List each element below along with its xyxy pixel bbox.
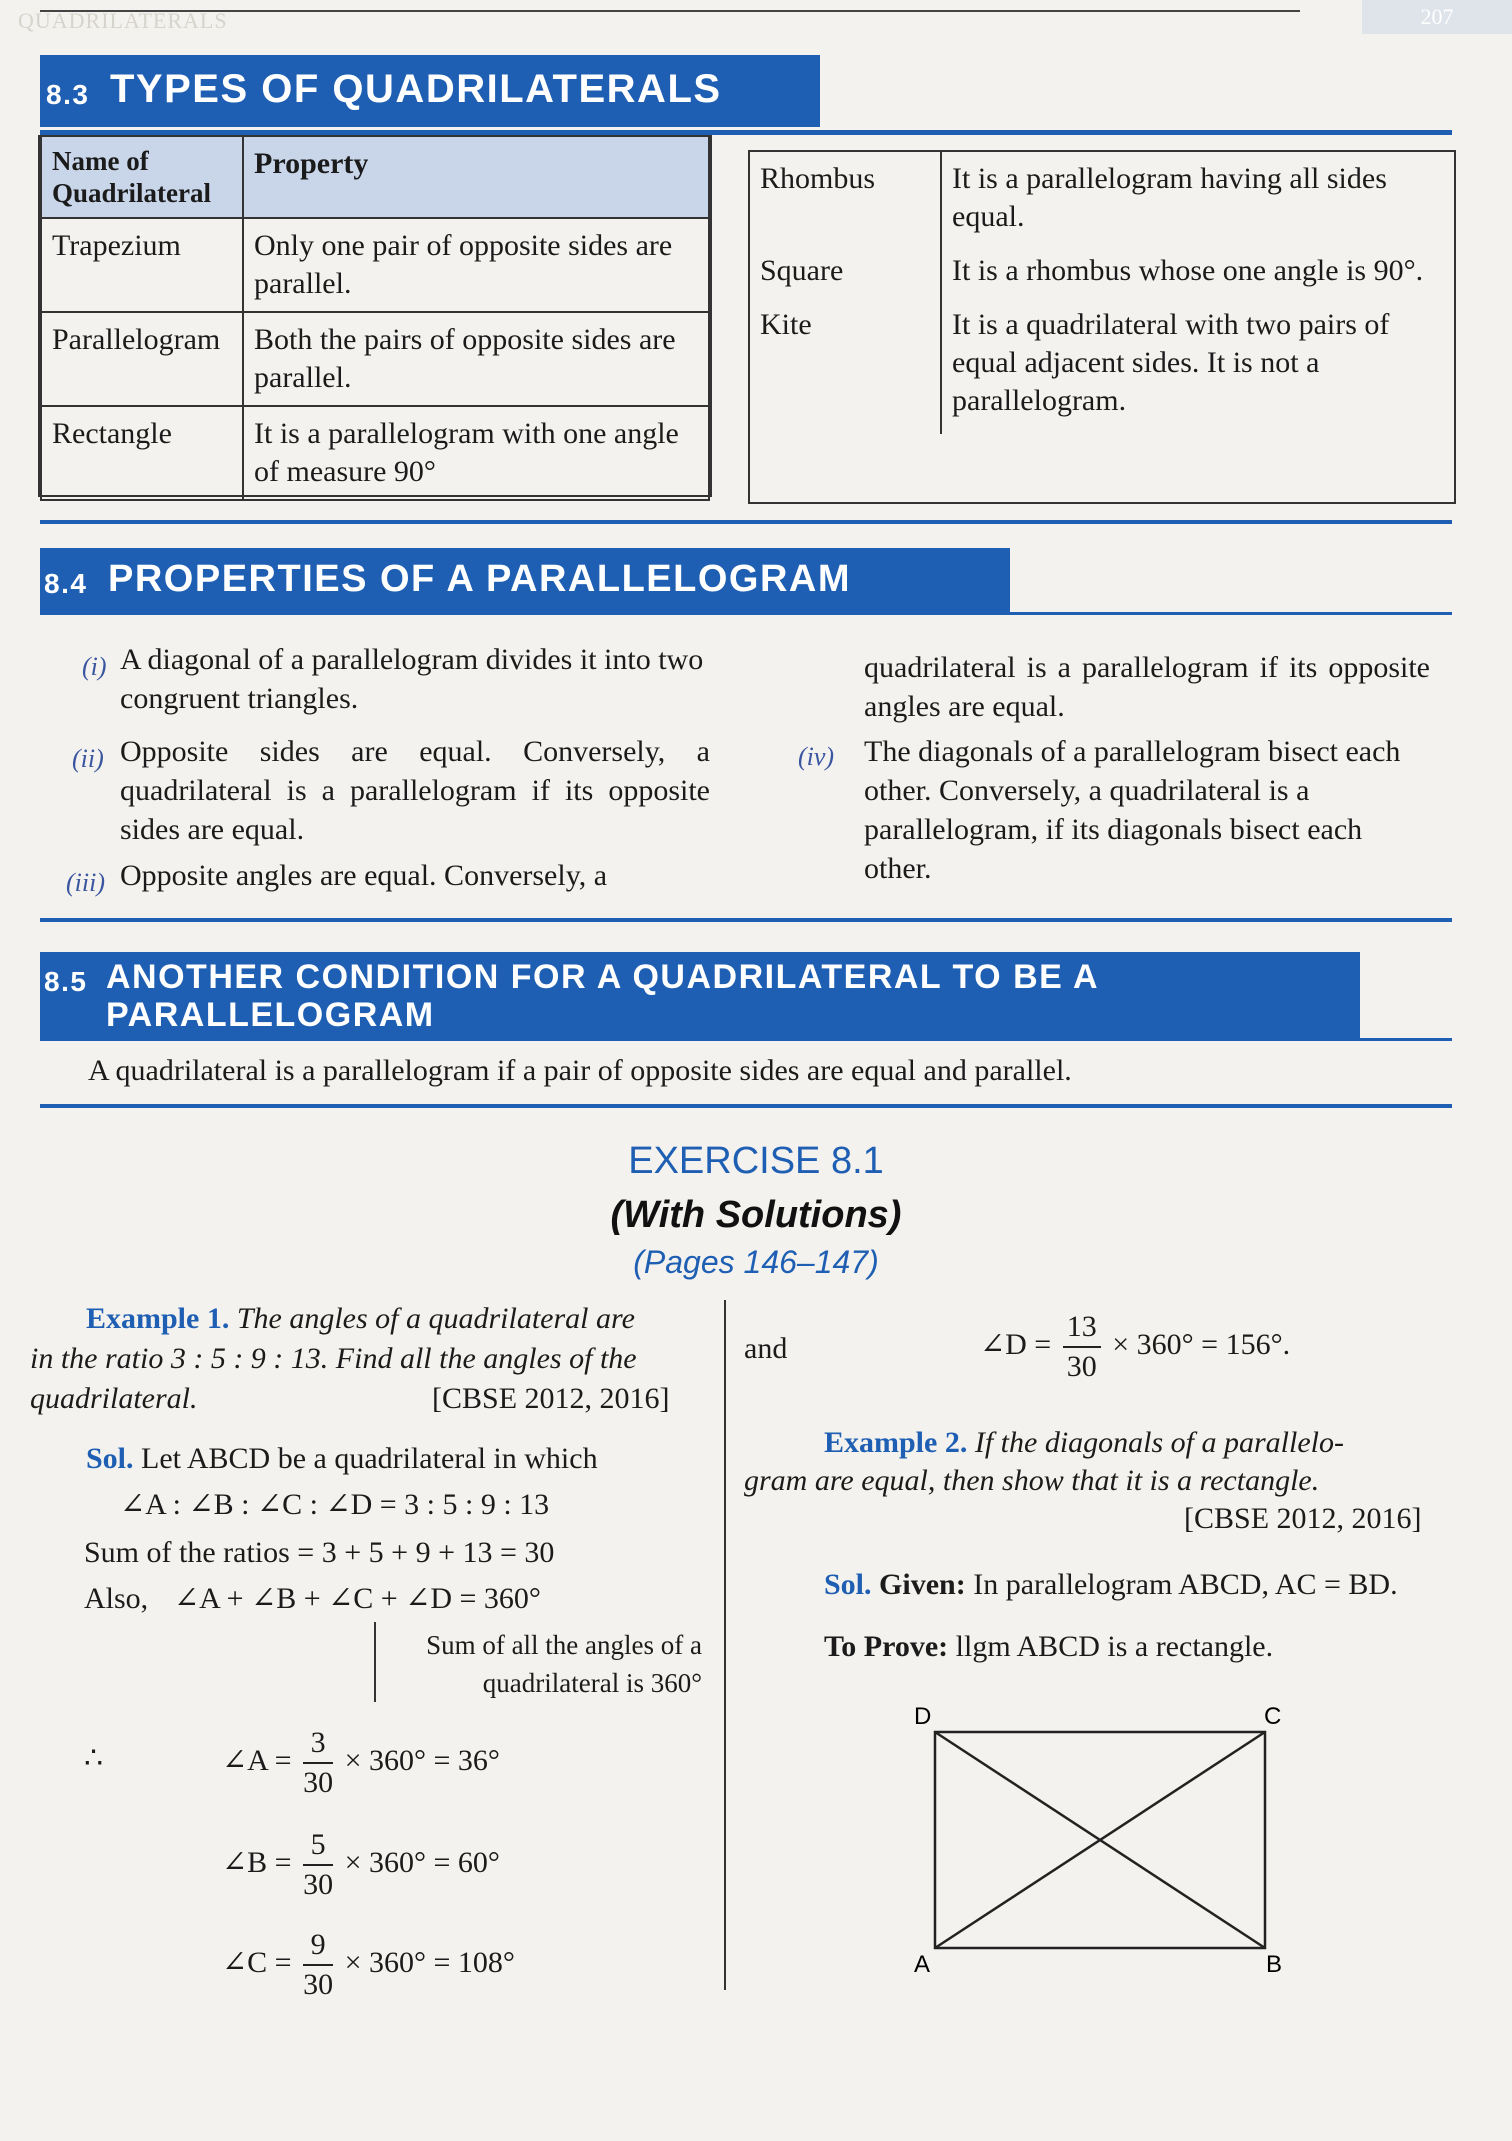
row-property-parallelogram: Both the pairs of opposite sides are parallel.: [243, 312, 709, 406]
property-item-ii: Opposite sides are equal. Conversely, a quadrilateral is a parallelogram if its opposite sides are equal.: [120, 735, 710, 846]
header-rule: [40, 10, 1300, 12]
section-8-5-title-line2: PARALLELOGRAM: [106, 996, 435, 1034]
example2-prove-label: To Prove:: [824, 1630, 949, 1663]
example1-solution-intro: [86, 1440, 598, 1478]
example2-q-line1: If the diagonals of a parallelo-: [974, 1426, 1344, 1459]
item-ii-number: (ii): [72, 744, 104, 773]
example2-question-line1: [824, 1424, 1344, 1462]
item-iii-number: (iii): [66, 868, 105, 897]
vertex-label-b: B: [1266, 1951, 1283, 1978]
section-8-5-rule: [40, 1038, 1452, 1041]
example1-question-text: The angles of a quadrilateral are: [236, 1302, 635, 1335]
example1-question-line1: [86, 1300, 635, 1338]
step-a-rhs: × 360° = 36°: [344, 1743, 500, 1777]
example2-prove-text: llgm ABCD is a rectangle.: [955, 1630, 1274, 1663]
example2-to-prove: [824, 1628, 1273, 1666]
exercise-pages: (Pages 146–147): [633, 1244, 879, 1280]
rectangle-figure: [900, 1690, 1300, 1980]
example1-sum-line: Sum of the ratios = 3 + 5 + 9 + 13 = 30: [84, 1536, 555, 1569]
item-i-number: (i): [82, 652, 107, 681]
section-8-3-bottom-rule: [40, 520, 1452, 524]
step-d-lhs: ∠D =: [980, 1327, 1052, 1361]
example1-ratio-line: ∠A : ∠B : ∠C : ∠D = 3 : 5 : 9 : 13: [120, 1488, 550, 1521]
item-iv-number: (iv): [798, 742, 835, 771]
vertex-label-a: A: [914, 1951, 931, 1978]
row-name-rhombus: Rhombus: [750, 152, 941, 244]
step-b-numerator: 5: [303, 1826, 333, 1866]
section-8-4-banner: [40, 548, 1010, 612]
row-property-rhombus: It is a parallelogram having all sides equal.: [952, 162, 1387, 233]
example2-sol-label: Sol.: [824, 1568, 872, 1601]
step-b-lhs: ∠B =: [222, 1845, 292, 1879]
note-bar: [374, 1622, 376, 1702]
step-a-numerator: 3: [303, 1724, 333, 1764]
property-item-iv: The diagonals of a parallelogram bisect each other. Conversely, a quadrilateral is a parallelogram, if its diagonals bisect each other.: [864, 735, 1401, 885]
and-label: and: [744, 1332, 788, 1365]
row-property-trapezium: Only one pair of opposite sides are parallel.: [243, 218, 709, 312]
example1-sol-line1: Let ABCD be a quadrilateral in which: [141, 1442, 598, 1475]
row-name-square: Square: [750, 244, 941, 298]
step-angle-d: [980, 1308, 1290, 1386]
header-property: Property: [243, 136, 709, 218]
row-name-kite: Kite: [750, 298, 941, 434]
section-8-4-number: 8.4: [44, 568, 88, 599]
example1-question-line3: quadrilateral.: [30, 1382, 198, 1415]
section-8-5-banner: [40, 952, 1360, 1038]
section-8-4-title: PROPERTIES OF A PARALLELOGRAM: [108, 558, 851, 600]
chapter-title: QUADRILATERALS: [18, 8, 228, 33]
row-name-trapezium: Trapezium: [41, 218, 243, 312]
exercise-subtitle: (With Solutions): [610, 1194, 902, 1236]
example1-reference: [CBSE 2012, 2016]: [432, 1382, 670, 1415]
example1-sol-label: Sol.: [86, 1442, 134, 1475]
example2-given-label: Given:: [879, 1568, 966, 1601]
step-c-numerator: 9: [303, 1926, 333, 1966]
example2-given-text: In parallelogram ABCD, AC = BD.: [973, 1568, 1398, 1601]
property-item-iii-continued: quadrilateral is a parallelogram if its opposite angles are equal.: [864, 651, 1430, 723]
example1-label: Example 1.: [86, 1302, 230, 1335]
step-d-numerator: 13: [1063, 1308, 1101, 1348]
step-angle-c: [222, 1926, 515, 2004]
section-8-4-bottom-rule: [40, 918, 1452, 922]
section-8-3-title: TYPES OF QUADRILATERALS: [110, 67, 722, 111]
step-c-rhs: × 360° = 108°: [344, 1945, 515, 1979]
therefore-symbol: ∴: [84, 1742, 104, 1775]
step-c-lhs: ∠C =: [222, 1945, 292, 1979]
example1-note-line2: quadrilateral is 360°: [482, 1668, 702, 1698]
step-b-denominator: 30: [303, 1868, 334, 1901]
row-name-rectangle: Rectangle: [41, 406, 243, 500]
row-property-rectangle: It is a parallelogram with one angle of measure 90°: [243, 406, 709, 500]
step-d-denominator: 30: [1066, 1350, 1097, 1383]
example1-note-line1: Sum of all the angles of a: [426, 1630, 702, 1660]
step-d-rhs: × 360° = 156°.: [1112, 1327, 1291, 1361]
step-angle-a: [222, 1724, 500, 1802]
step-c-denominator: 30: [303, 1968, 334, 2001]
vertex-label-c: C: [1264, 1703, 1282, 1730]
example2-reference: [CBSE 2012, 2016]: [1184, 1502, 1422, 1535]
vertex-label-d: D: [914, 1703, 932, 1730]
page-number: 207: [1362, 0, 1512, 34]
row-name-parallelogram: Parallelogram: [41, 312, 243, 406]
running-header: [0, 0, 1512, 34]
example2-label: Example 2.: [824, 1426, 968, 1459]
section-8-5-title-line1: ANOTHER CONDITION FOR A QUADRILATERAL TO BE A: [106, 958, 1100, 996]
exercise-title: EXERCISE 8.1: [628, 1140, 884, 1182]
types-table-right: [748, 150, 1456, 504]
example1-also-label: Also,: [84, 1582, 149, 1615]
section-8-3-number: 8.3: [46, 79, 90, 110]
row-property-kite: It is a quadrilateral with two pairs of equal adjacent sides. It is not a parallelogram.: [952, 308, 1390, 417]
row-property-square: It is a rhombus whose one angle is 90°.: [952, 254, 1424, 287]
section-8-5-text: A quadrilateral is a parallelogram if a pair of opposite sides are equal and parallel.: [88, 1054, 1072, 1087]
header-name: Name of Quadrilateral: [41, 136, 243, 218]
example2-given: [824, 1566, 1398, 1604]
column-divider: [724, 1300, 726, 1990]
section-8-5-number: 8.5: [44, 966, 88, 997]
section-8-3-banner: [40, 55, 820, 127]
section-8-4-rule: [40, 612, 1452, 615]
step-b-rhs: × 360° = 60°: [344, 1845, 500, 1879]
example2-question-line2: gram are equal, then show that it is a rectangle.: [744, 1464, 1320, 1497]
example1-question-line2: in the ratio 3 : 5 : 9 : 13. Find all the angles of the: [30, 1342, 637, 1375]
section-8-5-bottom-rule: [40, 1104, 1452, 1108]
step-angle-b: [222, 1826, 500, 1904]
step-a-denominator: 30: [303, 1766, 334, 1799]
example1-also-equation: ∠A + ∠B + ∠C + ∠D = 360°: [174, 1582, 541, 1615]
step-a-lhs: ∠A =: [222, 1743, 292, 1777]
property-item-iii: Opposite angles are equal. Conversely, a: [120, 859, 608, 892]
property-item-i: A diagonal of a parallelogram divides it into two congruent triangles.: [120, 643, 704, 715]
types-table-left: [38, 135, 712, 497]
